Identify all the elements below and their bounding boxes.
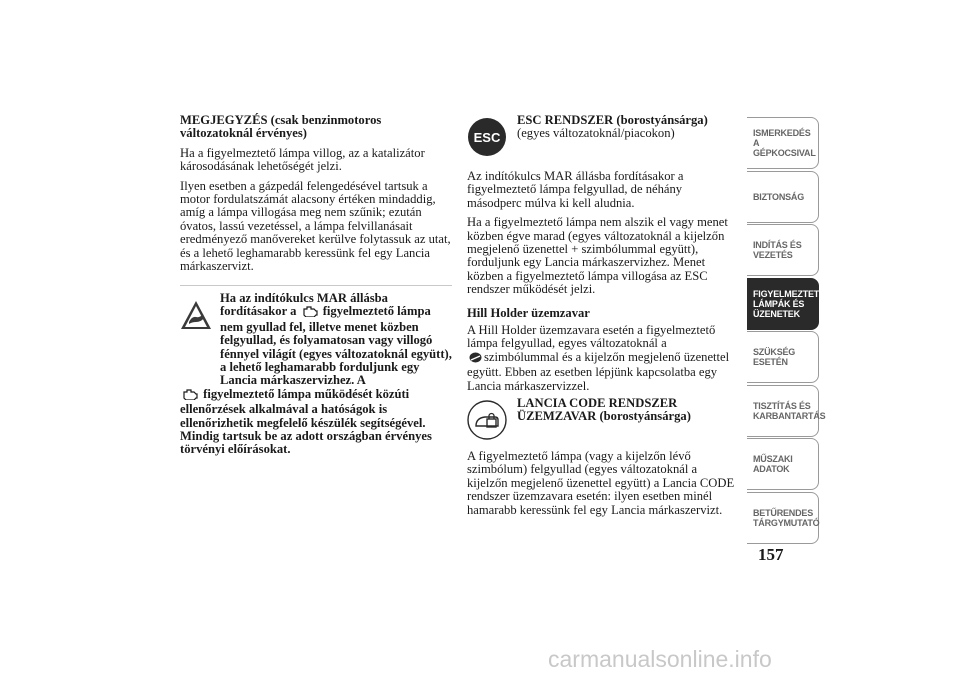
warning-text xyxy=(180,292,452,457)
chapter-tab-label: BIZTONSÁG xyxy=(753,191,805,202)
chapter-tab-7[interactable] xyxy=(747,438,819,490)
page-number: 157 xyxy=(758,545,784,564)
hill-holder-text-1: A Hill Holder üzemzavara esetén a figyelmeztető lámpa felgyullad, egyes változatoknál a xyxy=(467,323,716,351)
watermark: carmanualsonline.info xyxy=(548,646,772,672)
chapter-tab-4[interactable] xyxy=(747,278,826,330)
esc-body xyxy=(467,170,737,393)
esc-subtitle: (egyes változatoknál/piacokon) xyxy=(517,126,675,141)
note-paragraph-2: Ilyen esetben a gázpedál felengedésével tartsuk a motor fordulatszámát alacsony értéken mindaddig, amíg a lámpa villogása meg nem szűnik; ezután óvatos, lassú vezetéssel, a lámpa felvillanásait eredményező manővereket kerülve folytassuk az utat, és a lehető leghamarabb keressünk fel egy Lancia márkaszervizt. xyxy=(180,178,451,274)
chapter-tab-8[interactable] xyxy=(747,492,819,544)
esc-paragraph-1: Az indítókulcs MAR állásba fordításakor a figyelmeztető lámpa felgyullad, de néhány másodperc múlva ki kell aludnia. xyxy=(467,169,684,210)
lancia-code-paragraph: A figyelmeztető lámpa (vagy a kijelzőn lévő szimbólum) felgyullad (egyes változatoknál a kijelzőn megjelenő üzenettel együtt) a Lancia CODE rendszer üzemzavara esetén: ilyen esetben minél hamarabb keressünk fel egy Lancia márkaszervizt. xyxy=(467,449,735,517)
chapter-tab-label: SZÜKSÉG ESETÉN xyxy=(753,347,796,367)
chapter-tabs xyxy=(747,117,826,545)
chapter-tab-label: BETŰRENDES TÁRGYMUTATÓ xyxy=(753,507,820,528)
left-column xyxy=(180,114,452,279)
chapter-tab-label: ISMERKEDÉS A GÉPKOCSIVAL xyxy=(753,128,816,158)
chapter-tab-label: INDÍTÁS ÉS VEZETÉS xyxy=(753,240,802,260)
esc-icon-label: ESC xyxy=(473,130,501,145)
note-title: MEGJEGYZÉS (csak benzinmotoros változatoknál érvényes) xyxy=(180,113,382,141)
chapter-tab-label: TISZTÍTÁS ÉS KARBANTARTÁS xyxy=(753,400,826,421)
chapter-tab-6[interactable] xyxy=(747,385,826,437)
esc-paragraph-2: Ha a figyelmeztető lámpa nem alszik el vagy menet közben égve marad (egyes változatoknál a kijelzőn megjelenő üzenettel + szimbólummal együtt), forduljunk egy Lancia márkaszervizhez. Menet közben a figyelmeztető lámpa villogása az ESC rendszer működését jelzi. xyxy=(467,215,728,297)
engine-icon xyxy=(182,389,198,403)
hill-holder-paragraph xyxy=(467,324,737,393)
chapter-tab-3[interactable] xyxy=(747,224,819,276)
lancia-code-section xyxy=(467,397,737,424)
hill-holder-text-2: szimbólummal és a kijelzőn megjelenő üzenettel együtt. Ebben az esetben lépjünk kapcsolatba egy Lancia márkaszervizzel. xyxy=(467,349,730,393)
chapter-tab-5[interactable] xyxy=(747,331,819,383)
engine-icon xyxy=(302,306,318,320)
warning-text-part-3: figyelmeztető lámpa működését közúti ellenőrzések alkalmával a hatóságok is ellenőrizhetik megfelelő készülék segítségével. Mindig tartsuk be az adott országban érvényes törvényi előírásokat. xyxy=(180,386,432,457)
chapter-tab-1[interactable] xyxy=(747,117,819,169)
warning-box xyxy=(180,285,452,457)
hill-holder-title: Hill Holder üzemzavar xyxy=(467,305,590,320)
esc-title: ESC RENDSZER (borostyánsárga) xyxy=(517,113,708,127)
lancia-code-title-line-1: LANCIA CODE RENDSZER xyxy=(517,396,678,410)
warning-text-part-1: Ha az indítókulcs MAR állásba fordításakor a xyxy=(220,291,388,319)
lancia-code-body xyxy=(467,450,737,517)
hill-holder-icon xyxy=(469,352,482,366)
esc-section xyxy=(467,114,737,141)
chapter-tab-label: MŰSZAKI ADATOK xyxy=(753,454,793,474)
note-paragraph-1: Ha a figyelmeztető lámpa villog, az a katalizátor károsodásának lehetőségét jelzi. xyxy=(180,145,425,174)
chapter-tab-2[interactable] xyxy=(747,171,819,223)
lancia-code-title-line-2: ÜZEMZAVAR (borostyánsárga) xyxy=(517,409,691,424)
warning-text-part-2: figyelmeztető lámpa nem gyullad fel, illetve menet közben felgyullad, és folyamatosan vagy villogó fénnyel világít (egyes változatoknál együtt), a lehető leghamarabb forduljunk egy Lancia márkaszervizhez. A xyxy=(220,304,452,388)
chapter-tab-label: FIGYELMEZTETŐ LÁMPÁK ÉS ÜZENETEK xyxy=(753,288,826,319)
